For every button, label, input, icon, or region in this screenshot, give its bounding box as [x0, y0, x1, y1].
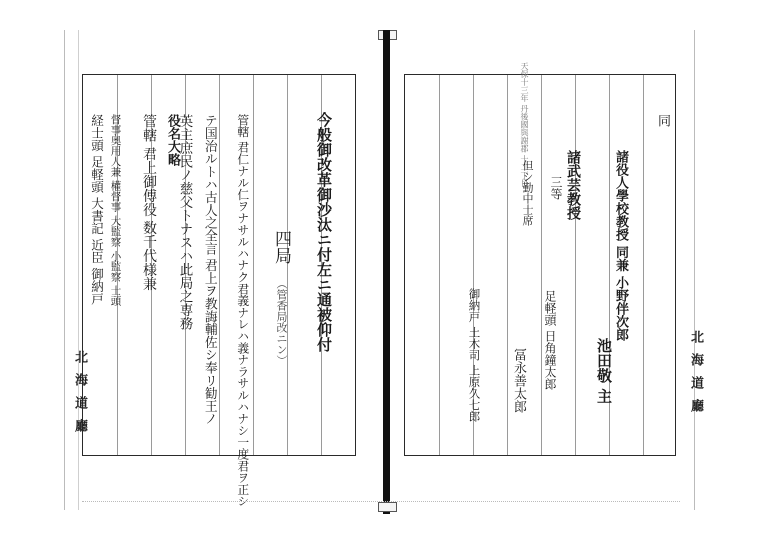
spine-cap-bottom: [378, 502, 397, 512]
page-stub-right: [694, 30, 695, 510]
left-col-4: 役名大略: [165, 114, 180, 166]
page-stub-left: [64, 30, 65, 510]
left-margin-label: 北海道廳: [72, 350, 87, 442]
left-col-6: 督事奥用人兼 權督事 大監察 小監察 士頭: [109, 114, 122, 306]
right-col-7: 御納戸 土木司 上原久七郎: [467, 288, 482, 422]
bottom-edge-shadow: [82, 501, 680, 502]
left-col-3: 英主庶民ノ慈父トナスハ此局之専務: [176, 114, 193, 330]
left-seal-note: （管香局改ニン）: [275, 278, 288, 366]
column-rule: [507, 75, 508, 455]
column-rule: [575, 75, 576, 455]
right-ruled-frame: [404, 74, 676, 456]
right-mark: 同: [655, 114, 670, 127]
left-heading: 今般御改革御沙汰ニ付左ニ通被仰付: [315, 112, 333, 352]
spine-bar: [383, 30, 390, 514]
right-col-6: 冨永善太郎: [511, 348, 526, 413]
left-col-2: テ国治ルトハ古人之全言 君上ヲ教誨輔佐シ奉リ勧王ノ: [201, 114, 217, 426]
right-pencil-note: 天保十三年 丹後國與謝郡 十二丁目: [520, 62, 529, 188]
left-seal-rank: 四局: [271, 230, 291, 264]
right-col-4: 但シ勤中士席: [521, 160, 534, 226]
binding-spine: [374, 30, 400, 514]
left-col-7: 経士頭 足軽頭 大書記 近臣 御納戸: [89, 114, 105, 305]
right-col-1: 諸役人學校教授 同兼 小野伴次郎: [613, 150, 628, 342]
column-rule: [219, 75, 220, 455]
right-col-5: 足軽頭 日角鐘太郎: [543, 290, 557, 390]
column-rule: [541, 75, 542, 455]
left-col-1: 管轄 君仁ナル仁ヲナサルハナク君義ナレハ義ナラサルハナシ一度君ヲ正シ: [235, 114, 250, 508]
right-col-3b: 三等: [549, 176, 563, 200]
left-col-5: 管轄 君上御傅役 数千代様兼: [141, 114, 157, 291]
column-rule: [643, 75, 644, 455]
column-rule: [439, 75, 440, 455]
column-rule: [287, 75, 288, 455]
right-col-2: 池田敬 主: [595, 338, 613, 404]
right-col-3: 諸武芸教授: [565, 150, 581, 220]
right-margin-label: 北海道廳: [688, 330, 703, 422]
column-rule: [253, 75, 254, 455]
